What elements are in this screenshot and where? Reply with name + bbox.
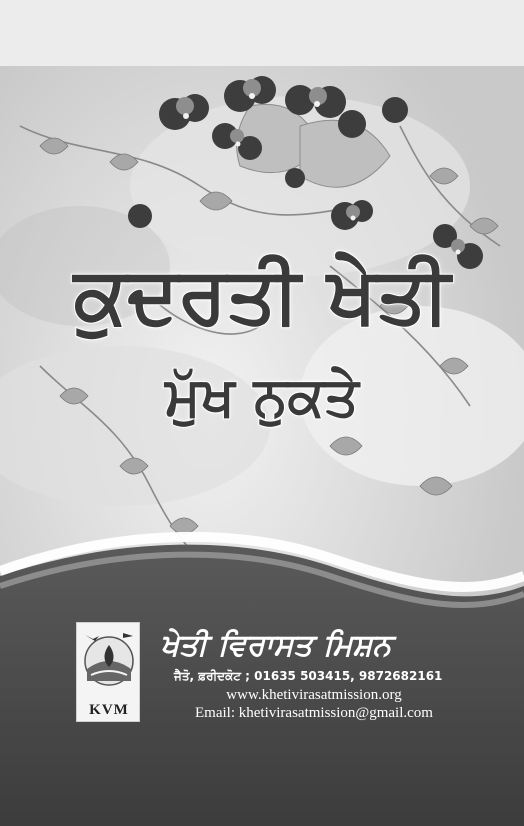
organization-name: ਖੇਤੀ ਵਿਰਾਸਤ ਮਿਸ਼ਨ	[160, 628, 392, 663]
cover-subtitle: ਮੁੱਖ ਨੁਕਤੇ	[165, 365, 359, 428]
cover-title: ਕੁਦਰਤੀ ਖੇਤੀ	[73, 251, 451, 341]
organization-website[interactable]: www.khetivirasatmission.org	[226, 687, 402, 703]
top-margin	[0, 0, 524, 66]
kvm-logo	[76, 622, 140, 722]
logo-text: KVM	[89, 702, 129, 718]
book-cover	[0, 66, 524, 826]
organization-email[interactable]: Email: khetivirasatmission@gmail.com	[195, 705, 433, 721]
organization-address: ਜੈਤੋ, ਫ਼ਰੀਦਕੋਟ ; 01635 503415, 9872682161	[174, 669, 443, 683]
logo-emblem-icon	[77, 623, 141, 701]
